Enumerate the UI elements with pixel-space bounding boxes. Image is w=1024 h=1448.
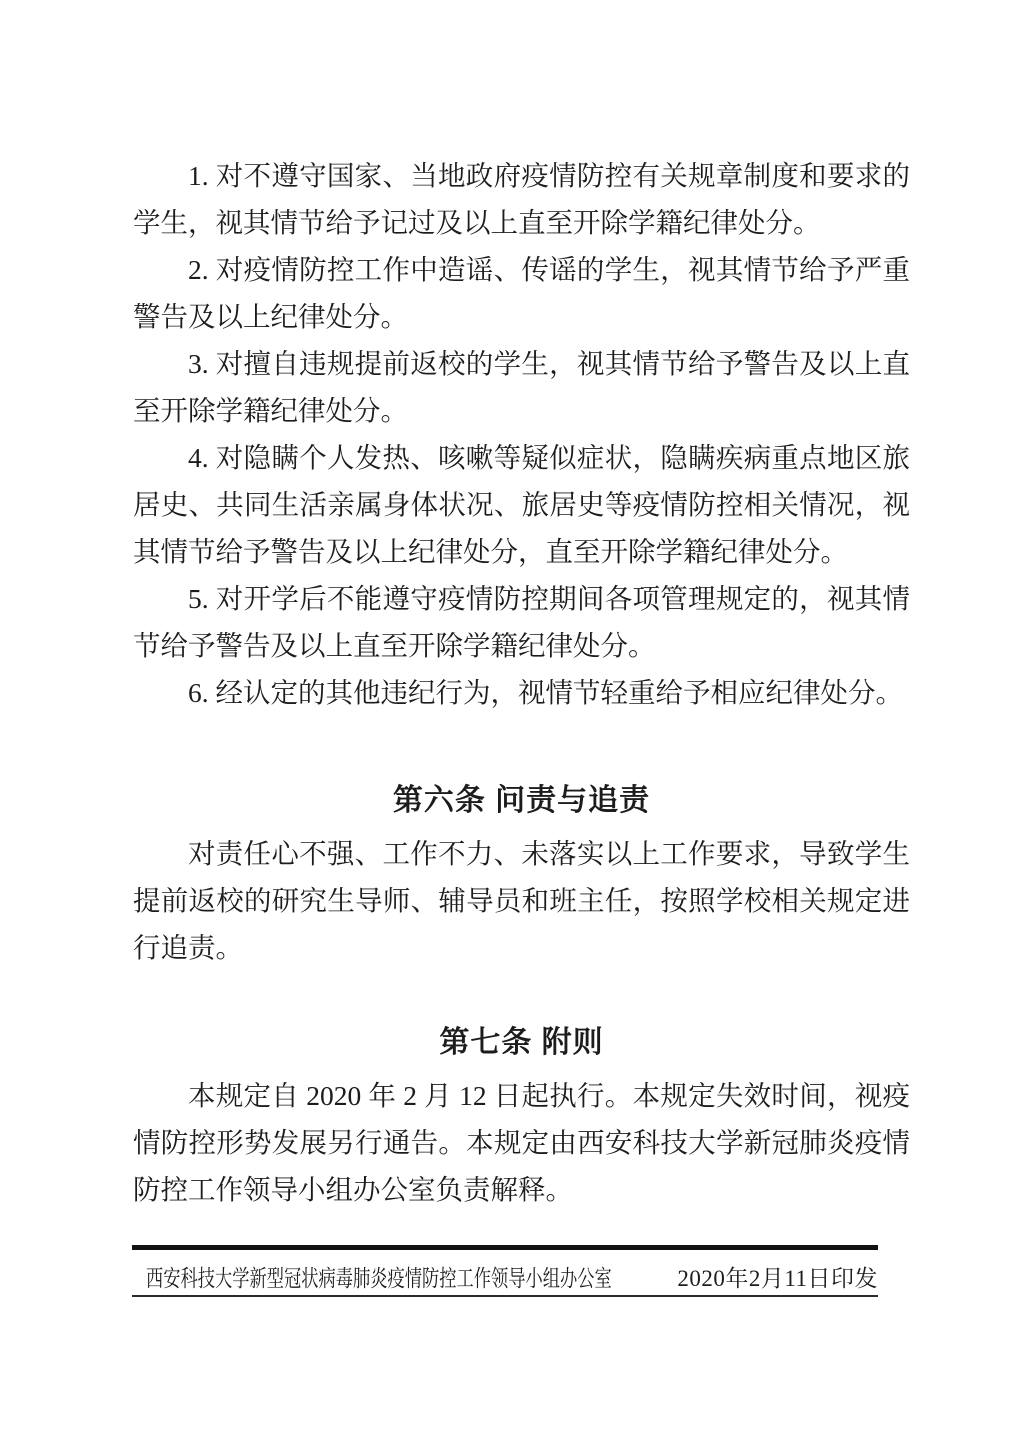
footer-print-date: 2020年2月11日印发 [677,1266,878,1291]
article-6-paragraph: 对责任心不强、工作不力、未落实以上工作要求，导致学生提前返校的研究生导师、辅导员和班主任，按照学校相关规定进行追责。 [133,838,910,963]
list-item-3: 3. 对擅自违规提前返校的学生，视其情节给予警告及以上直至开除学籍纪律处分。 [133,348,910,426]
list-item-4: 4. 对隐瞒个人发热、咳嗽等疑似症状，隐瞒疾病重点地区旅居史、共同生活亲属身体状况、旅居史等疫情防控相关情况，视其情节给予警告及以上纪律处分，直至开除学籍纪律处分。 [133,442,910,567]
footer-bottom-rule [132,1295,878,1297]
page-footer [132,1245,878,1297]
footer-row [132,1250,878,1295]
article-7-paragraph: 本规定自 2020 年 2 月 12 日起执行。本规定失效时间，视疫情防控形势发展另行通告。本规定由西安科技大学新冠肺炎疫情防控工作领导小组办公室负责解释。 [133,1080,910,1205]
section-heading-article-6: 第六条 问责与追责 [392,784,651,817]
list-item-2: 2. 对疫情防控工作中造谣、传谣的学生，视其情节给予严重警告及以上纪律处分。 [133,254,910,332]
list-item-1: 1. 对不遵守国家、当地政府疫情防控有关规章制度和要求的学生，视其情节给予记过及以上直至开除学籍纪律处分。 [133,160,910,238]
list-item-5: 5. 对开学后不能遵守疫情防控期间各项管理规定的，视其情节给予警告及以上直至开除学籍纪律处分。 [133,583,910,661]
list-item-6: 6. 经认定的其他违纪行为，视情节轻重给予相应纪律处分。 [188,677,903,708]
section-heading-article-7: 第七条 附则 [439,1026,604,1059]
footer-issuer: 西安科技大学新型冠状病毒肺炎疫情防控工作领导小组办公室 [146,1266,612,1291]
document-body [133,0,910,1213]
